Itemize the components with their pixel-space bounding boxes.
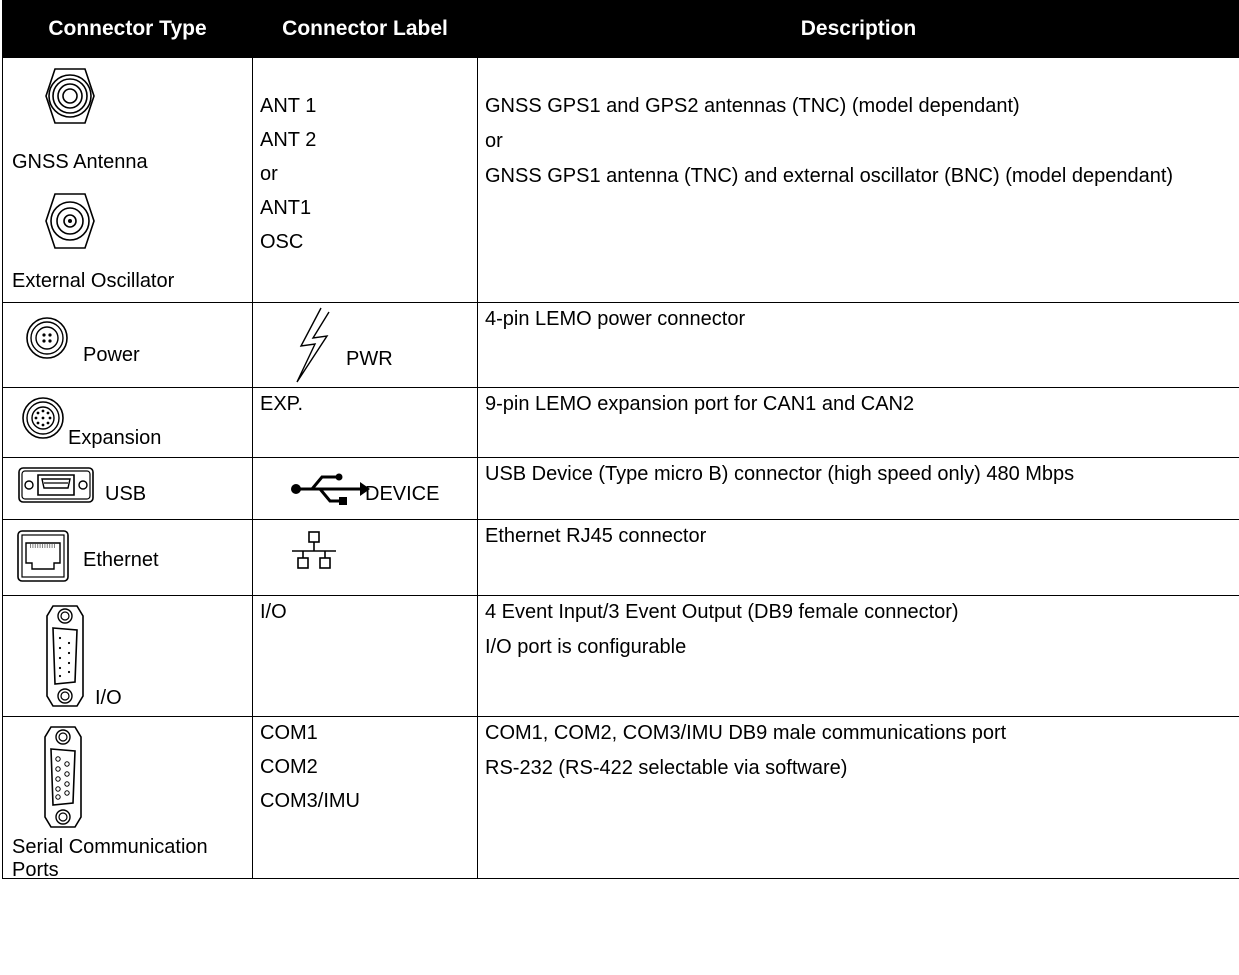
description-cell [478, 303, 1239, 388]
header-connector-label: Connector Label [253, 1, 478, 58]
header-connector-type: Connector Type [3, 1, 253, 58]
description-line: COM1, COM2, COM3/IMU DB9 male communications port [485, 722, 1007, 744]
label-line: OSC [260, 231, 304, 253]
usb-symbol-icon [290, 472, 370, 506]
connector-label-cell [253, 58, 478, 303]
tnc-connector-icon [43, 66, 97, 126]
table-row-power [3, 303, 1239, 388]
type-ethernet: Ethernet [83, 549, 159, 571]
connector-type-cell [3, 458, 253, 520]
type-expansion: Expansion [68, 427, 162, 449]
description-cell [478, 596, 1239, 717]
type-power: Power [83, 344, 140, 366]
table-row-expansion [3, 388, 1239, 458]
label-line: ANT 2 [260, 129, 317, 151]
description-line: RS-232 (RS-422 selectable via software) [485, 757, 848, 779]
label-line: ANT 1 [260, 95, 317, 117]
lightning-icon [293, 306, 333, 384]
label-exp: EXP. [260, 393, 303, 415]
network-symbol-icon [291, 531, 337, 571]
connector-label-cell [253, 458, 478, 520]
label-line: COM1 [260, 722, 318, 744]
description-cell [478, 458, 1239, 520]
lemo-9pin-icon [21, 396, 65, 440]
connector-label-cell [253, 596, 478, 717]
lemo-4pin-icon [25, 316, 69, 360]
connector-type-cell [3, 58, 253, 303]
table-row-ethernet [3, 520, 1239, 596]
header-row [3, 1, 1239, 58]
type-gnss-antenna: GNSS Antenna [12, 151, 148, 173]
rj45-port-icon [16, 529, 70, 583]
label-line: ANT1 [260, 197, 312, 219]
description-line: 4-pin LEMO power connector [485, 308, 746, 330]
description-line: GNSS GPS1 antenna (TNC) and external oscillator (BNC) (model dependant) [485, 165, 1174, 187]
connector-label-cell [253, 520, 478, 596]
description-line: or [485, 130, 503, 152]
label-line: COM2 [260, 756, 318, 778]
table-row-usb [3, 458, 1239, 520]
label-device: DEVICE [365, 483, 440, 505]
connector-table [2, 0, 1239, 879]
label-line: COM3/IMU [260, 790, 360, 812]
connector-label-cell [253, 717, 478, 879]
description-cell [478, 520, 1239, 596]
db9-female-icon [45, 604, 85, 708]
connector-label-cell [253, 388, 478, 458]
type-serial-line1: Serial Communication [12, 836, 208, 858]
label-pwr: PWR [346, 348, 393, 370]
table-row-io [3, 596, 1239, 717]
description-line: 4 Event Input/3 Event Output (DB9 female connector) [485, 601, 959, 623]
description-line: Ethernet RJ45 connector [485, 525, 707, 547]
description-line: GNSS GPS1 and GPS2 antennas (TNC) (model dependant) [485, 95, 1020, 117]
description-line: USB Device (Type micro B) connector (high speed only) 480 Mbps [485, 463, 1075, 485]
header-description: Description [478, 1, 1239, 58]
micro-usb-port-icon [17, 466, 95, 504]
bnc-connector-icon [43, 191, 97, 251]
connector-type-cell [3, 520, 253, 596]
type-usb: USB [105, 483, 147, 505]
table-row-serial [3, 717, 1239, 879]
description-cell [478, 58, 1239, 303]
connector-type-cell [3, 388, 253, 458]
connector-type-cell [3, 717, 253, 879]
connector-type-cell [3, 596, 253, 717]
type-external-oscillator: External Oscillator [12, 270, 175, 292]
table-row-antenna [3, 58, 1239, 303]
connector-type-cell [3, 303, 253, 388]
description-cell [478, 717, 1239, 879]
label-line: or [260, 163, 278, 185]
description-line: I/O port is configurable [485, 636, 687, 658]
db9-male-icon [43, 725, 83, 829]
type-io: I/O [95, 687, 122, 709]
description-line: 9-pin LEMO expansion port for CAN1 and CAN2 [485, 393, 915, 415]
description-cell [478, 388, 1239, 458]
label-io: I/O [260, 601, 287, 623]
type-serial-line2: Ports [12, 859, 59, 881]
connector-label-cell [253, 303, 478, 388]
